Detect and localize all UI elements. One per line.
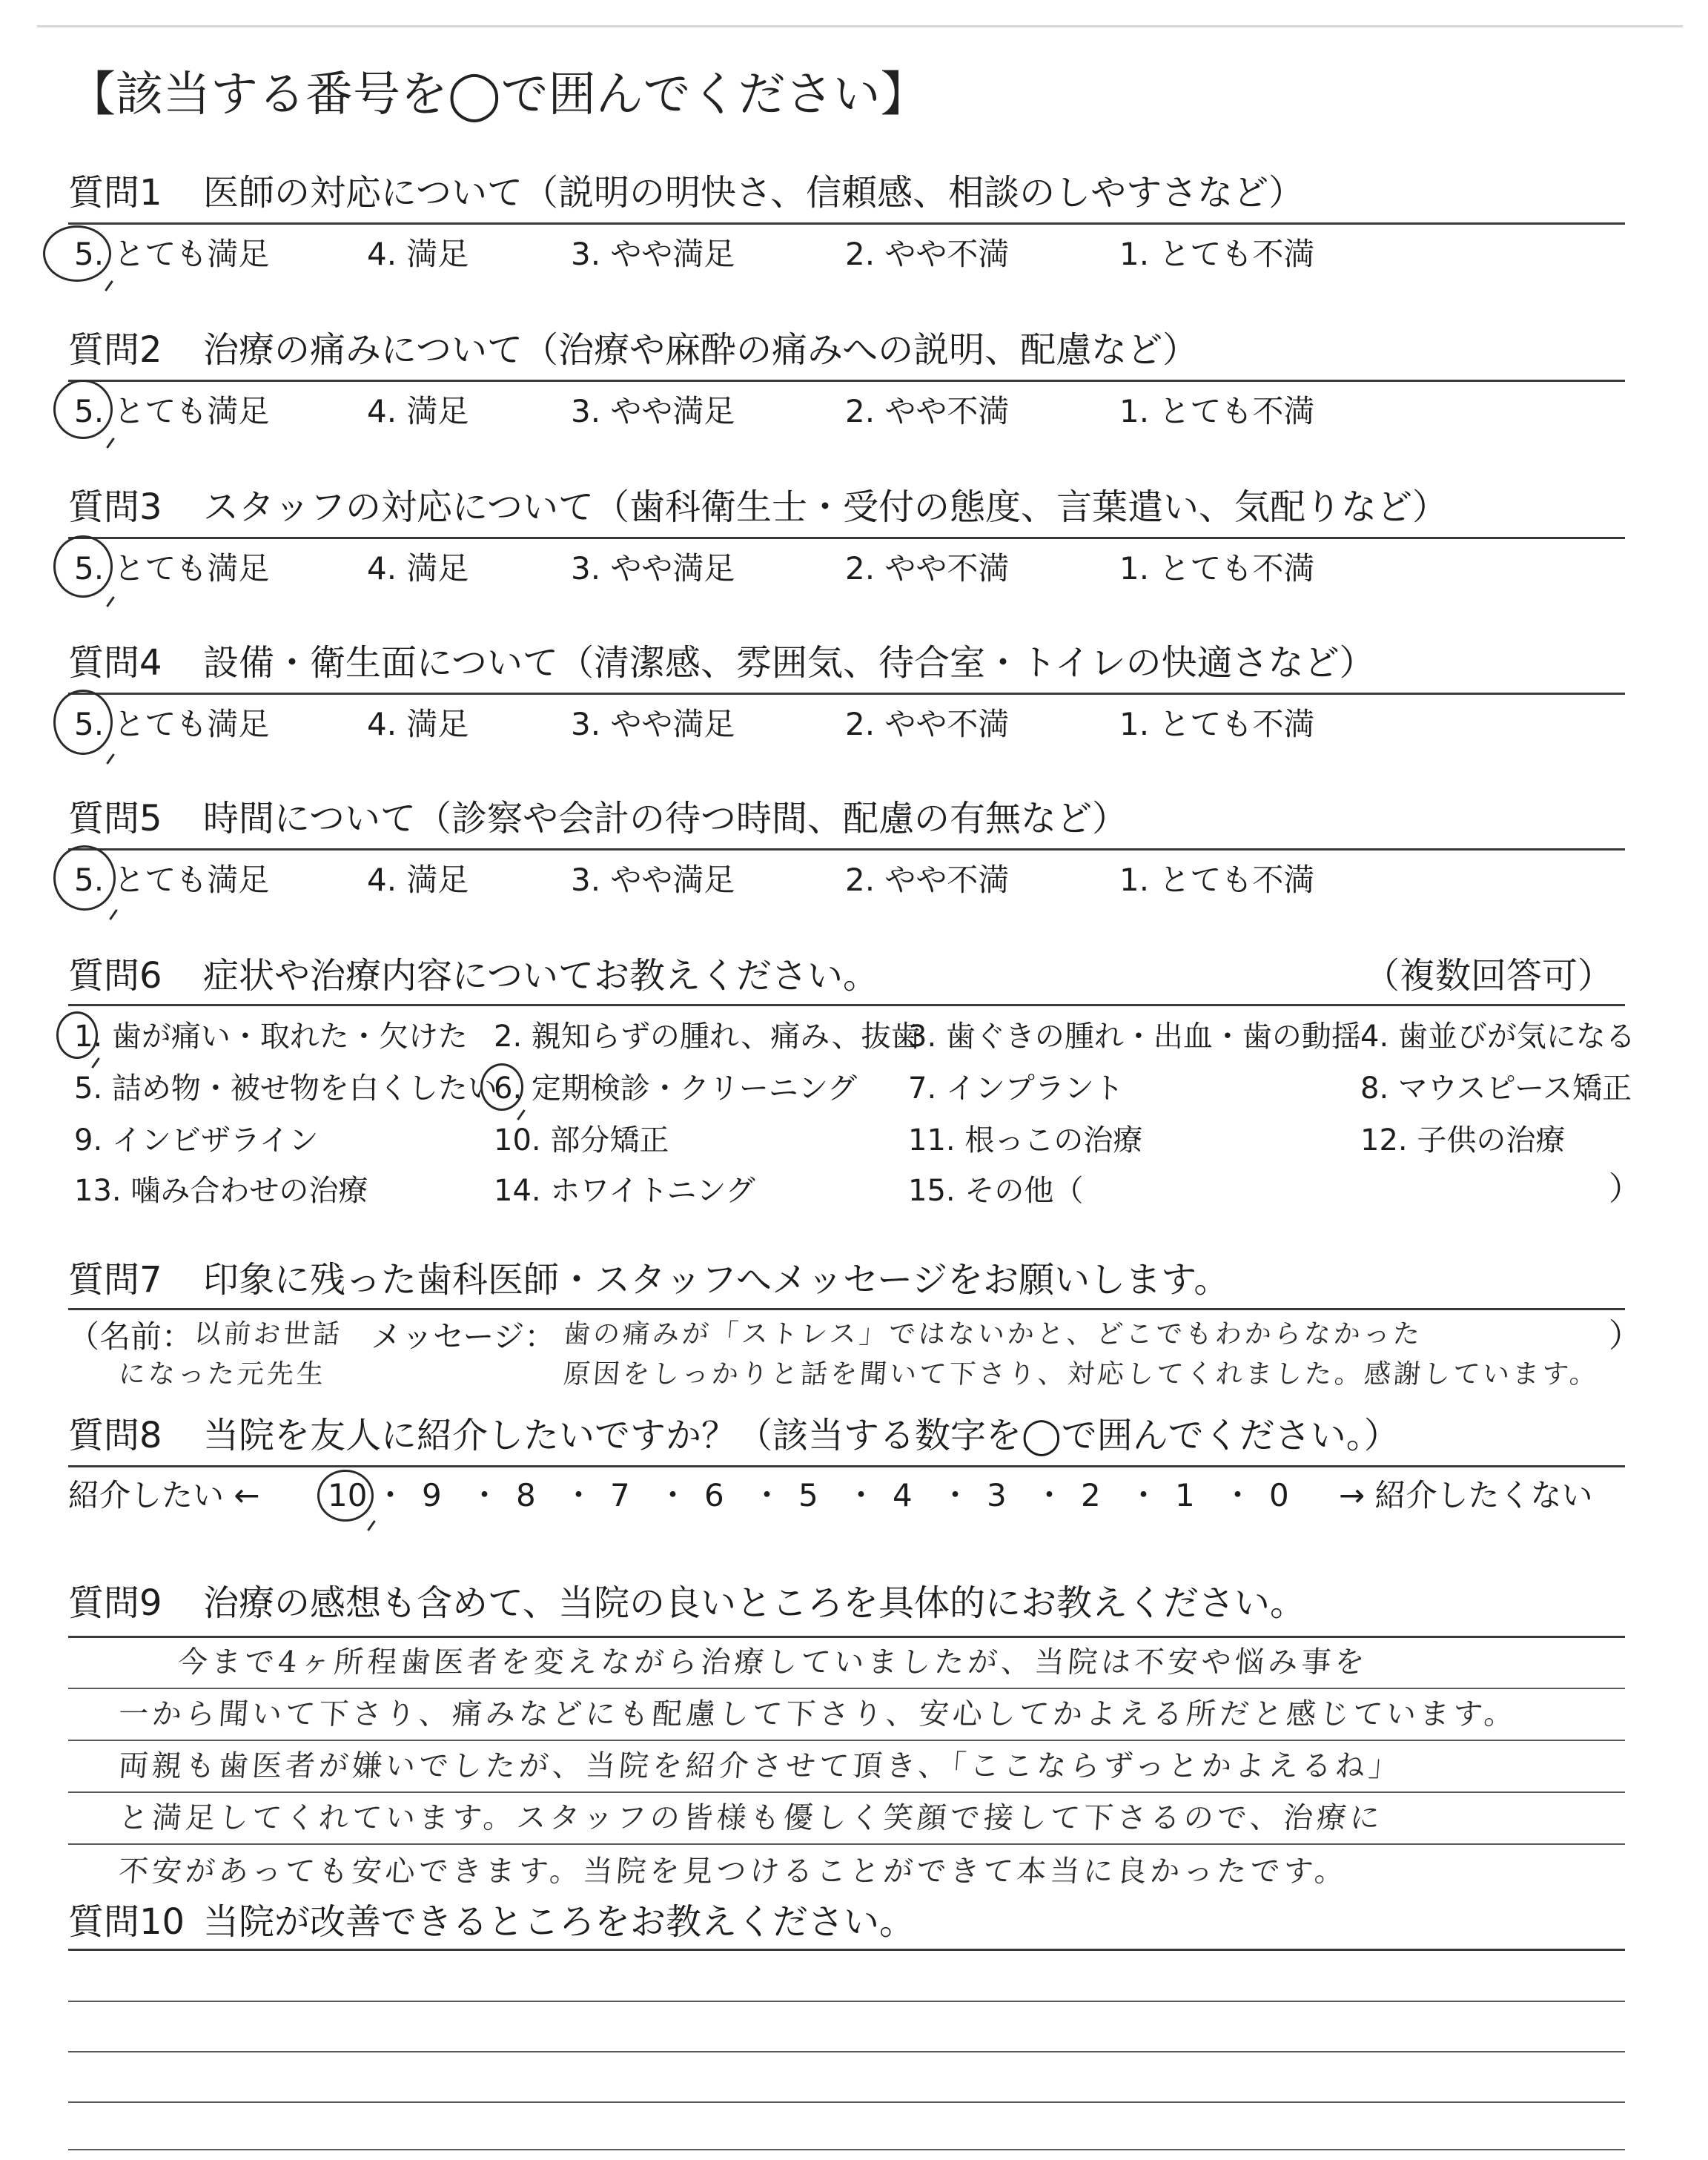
q4-option-3[interactable]: 3. やや満足 xyxy=(571,706,735,742)
q10-answer-rule-3 xyxy=(68,2101,1625,2103)
q5-option-5[interactable]: 5. とても満足 xyxy=(74,862,270,898)
q1-option-4[interactable]: 4. 満足 xyxy=(367,236,469,272)
q4-selection-circle xyxy=(53,690,113,755)
q9-answer-line-2: 一から聞いて下さり、痛みなどにも配慮して下さり、安心してかよえる所だと感じています。 xyxy=(117,1697,1519,1731)
q8-scale-value-8[interactable]: 8 xyxy=(516,1477,536,1513)
q3-option-5[interactable]: 5. とても満足 xyxy=(74,550,270,587)
q8-scale-separator: ・ xyxy=(751,1477,783,1513)
q2-text: 治療の痛みについて（治療や麻酔の痛みへの説明、配慮など） xyxy=(203,329,1199,371)
q10-answer-rule-1 xyxy=(68,2001,1625,2002)
q8-text: 当院を友人に紹介したいですか？（該当する数字を◯で囲んでください。） xyxy=(203,1415,1400,1456)
q1-option-3[interactable]: 3. やや満足 xyxy=(571,236,735,272)
q8-scale-value-7[interactable]: 7 xyxy=(610,1477,630,1513)
q9-answer-line-5: 不安があっても安心できます。当院を見つけることができて本当に良かったです。 xyxy=(117,1855,1349,1889)
q1-selection-circle xyxy=(43,225,111,282)
q4-option-1[interactable]: 1. とても不満 xyxy=(1119,706,1315,742)
q1-option-1[interactable]: 1. とても不満 xyxy=(1119,236,1315,272)
q7-name-value-line1: 以前お世話 xyxy=(193,1319,344,1350)
q9-answer-line-3: 両親も歯医者が嫌いでしたが、当院を紹介させて頂き、「ここならずっとかよえるね」 xyxy=(117,1749,1403,1783)
q1-title xyxy=(68,172,1305,214)
q3-option-4[interactable]: 4. 満足 xyxy=(367,550,469,587)
q3-option-1[interactable]: 1. とても不満 xyxy=(1119,550,1315,587)
q9-answer-line-1: 今まで4ヶ所程歯医者を変えながら治療していましたが、当院は不安や悩み事を xyxy=(176,1645,1370,1680)
q8-scale-separator: ・ xyxy=(657,1477,689,1513)
q8-selection-circle xyxy=(317,1470,374,1522)
q3-title xyxy=(68,486,1449,528)
q2-option-3[interactable]: 3. やや満足 xyxy=(571,393,735,429)
q8-scale-separator: ・ xyxy=(1033,1477,1065,1513)
q2-title xyxy=(68,329,1199,371)
q10-rule xyxy=(68,1949,1625,1951)
q6-other-close-paren: ） xyxy=(1609,1170,1641,1208)
page-title: 【該当する番号を◯で囲んでください】 xyxy=(68,67,928,122)
q6-option-3[interactable]: 3. 歯ぐきの腫れ・出血・歯の動揺 xyxy=(908,1020,1361,1054)
q8-scale-value-2[interactable]: 2 xyxy=(1081,1477,1101,1513)
q7-rule xyxy=(68,1308,1625,1310)
q7-close-paren: ） xyxy=(1609,1317,1641,1355)
q8-title xyxy=(68,1415,1400,1456)
q7-text: 印象に残った歯科医師・スタッフへメッセージをお願いします。 xyxy=(203,1259,1230,1301)
q6-option-13[interactable]: 13. 噛み合わせの治療 xyxy=(74,1174,368,1208)
q8-scale-value-6[interactable]: 6 xyxy=(704,1477,724,1513)
q5-rule xyxy=(68,848,1625,851)
q3-option-3[interactable]: 3. やや満足 xyxy=(571,550,735,587)
q4-rule xyxy=(68,693,1625,695)
q8-scale-separator: ・ xyxy=(939,1477,971,1513)
q8-scale-separator: ・ xyxy=(1128,1477,1159,1513)
q6-number: 質問6 xyxy=(68,955,162,997)
q5-title xyxy=(68,798,1128,839)
q4-option-4[interactable]: 4. 満足 xyxy=(367,706,469,742)
q5-number: 質問5 xyxy=(68,798,162,839)
q3-option-2[interactable]: 2. やや不満 xyxy=(845,550,1010,587)
q6-option-1[interactable]: 1. 歯が痛い・取れた・欠けた xyxy=(74,1020,468,1054)
q6-option-9[interactable]: 9. インビザライン xyxy=(74,1123,319,1157)
q9-answer-rule-2 xyxy=(68,1740,1625,1741)
q9-rule xyxy=(68,1636,1625,1638)
q5-option-3[interactable]: 3. やや満足 xyxy=(571,862,735,898)
q7-message-line2: 原因をしっかりと話を聞いて下さり、対応してくれました。感謝しています。 xyxy=(562,1359,1601,1390)
q6-note: （複数回答可） xyxy=(1364,955,1614,997)
q3-rule xyxy=(68,537,1625,539)
q2-option-1[interactable]: 1. とても不満 xyxy=(1119,393,1315,429)
q10-answer-rule-4 xyxy=(68,2149,1625,2150)
q7-name-value-line2: になった元先生 xyxy=(117,1359,328,1390)
q10-answer-rule-2 xyxy=(68,2051,1625,2052)
q6-option-4[interactable]: 4. 歯並びが気になる xyxy=(1360,1020,1635,1054)
q9-answer-rule-3 xyxy=(68,1791,1625,1793)
q10-number: 質問10 xyxy=(68,1901,185,1943)
q2-option-2[interactable]: 2. やや不満 xyxy=(845,393,1010,429)
q5-option-2[interactable]: 2. やや不満 xyxy=(845,862,1010,898)
q5-option-1[interactable]: 1. とても不満 xyxy=(1119,862,1315,898)
q5-option-4[interactable]: 4. 満足 xyxy=(367,862,469,898)
q4-option-2[interactable]: 2. やや不満 xyxy=(845,706,1010,742)
q8-scale-separator: ・ xyxy=(845,1477,877,1513)
q4-title xyxy=(68,642,1375,684)
q6-text: 症状や治療内容についてお教えください。 xyxy=(203,955,879,997)
q8-scale-separator: ・ xyxy=(563,1477,595,1513)
q6-option-5[interactable]: 5. 詰め物・被せ物を白くしたい xyxy=(74,1071,497,1106)
q8-scale-value-10[interactable]: 10 xyxy=(328,1477,368,1513)
q9-answer-line-4: と満足してくれています。スタッフの皆様も優しく笑顔で接して下さるので、治療に xyxy=(117,1801,1385,1835)
q9-number: 質問9 xyxy=(68,1582,162,1624)
q2-number: 質問2 xyxy=(68,329,162,371)
q1-option-2[interactable]: 2. やや不満 xyxy=(845,236,1010,272)
q6-selection-circle-6 xyxy=(480,1063,523,1111)
q8-scale-value-0[interactable]: 0 xyxy=(1269,1477,1289,1513)
q6-title xyxy=(68,955,879,997)
q8-left-label: 紹介したい ← xyxy=(68,1477,260,1513)
q8-scale-value-1[interactable]: 1 xyxy=(1175,1477,1195,1513)
q8-scale-separator: ・ xyxy=(374,1477,406,1513)
q8-scale-separator: ・ xyxy=(469,1477,500,1513)
q10-text: 当院が改善できるところをお教えください。 xyxy=(203,1901,916,1943)
q8-scale-separator: ・ xyxy=(1222,1477,1254,1513)
q8-right-label: → 紹介したくない xyxy=(1339,1477,1593,1513)
q4-text: 設備・衛生面について（清潔感、雰囲気、待合室・トイレの快適さなど） xyxy=(203,642,1375,684)
q10-title xyxy=(68,1901,916,1943)
q1-option-5[interactable]: 5. とても満足 xyxy=(74,236,270,272)
q3-text: スタッフの対応について（歯科衛生士・受付の態度、言葉遣い、気配りなど） xyxy=(203,486,1449,528)
q9-answer-rule-1 xyxy=(68,1688,1625,1689)
q4-option-5[interactable]: 5. とても満足 xyxy=(74,706,270,742)
q5-text: 時間について（診察や会計の待つ時間、配慮の有無など） xyxy=(203,798,1128,839)
q2-selection-circle xyxy=(53,380,113,439)
q8-rule xyxy=(68,1465,1625,1467)
q7-message-label: メッセージ： xyxy=(371,1318,556,1355)
q6-selection-circle-1 xyxy=(56,1011,98,1059)
q9-answer-rule-4 xyxy=(68,1843,1625,1845)
q4-number: 質問4 xyxy=(68,642,162,684)
q1-rule xyxy=(68,222,1625,225)
q7-message-line1: 歯の痛みが「ストレス」ではないかと、どこでもわからなかった xyxy=(562,1319,1424,1350)
q9-title xyxy=(68,1582,1306,1624)
q8-scale-value-3[interactable]: 3 xyxy=(987,1477,1007,1513)
q8-number: 質問8 xyxy=(68,1415,162,1456)
q8-scale-value-4[interactable]: 4 xyxy=(893,1477,913,1513)
q1-number: 質問1 xyxy=(68,172,162,214)
q6-option-11[interactable]: 11. 根っこの治療 xyxy=(908,1123,1143,1157)
q8-scale-value-9[interactable]: 9 xyxy=(422,1477,442,1513)
q6-option-14[interactable]: 14. ホワイトニング xyxy=(494,1174,755,1208)
q6-option-8[interactable]: 8. マウスピース矯正 xyxy=(1360,1071,1632,1106)
q6-option-7[interactable]: 7. インプラント xyxy=(908,1071,1124,1106)
q6-option-15[interactable]: 15. その他（ xyxy=(908,1174,1084,1208)
q7-title xyxy=(68,1259,1230,1301)
q6-option-6[interactable]: 6. 定期検診・クリーニング xyxy=(494,1071,858,1106)
q9-text: 治療の感想も含めて、当院の良いところを具体的にお教えください。 xyxy=(203,1582,1306,1624)
q6-rule xyxy=(68,1004,1625,1006)
q8-scale-value-5[interactable]: 5 xyxy=(798,1477,818,1513)
q1-text: 医師の対応について（説明の明快さ、信頼感、相談のしやすさなど） xyxy=(203,172,1305,214)
q2-rule xyxy=(68,380,1625,382)
q6-option-10[interactable]: 10. 部分矯正 xyxy=(494,1123,669,1157)
q6-option-2[interactable]: 2. 親知らずの腫れ、痛み、抜歯 xyxy=(494,1020,921,1054)
q7-name-label: （名前： xyxy=(68,1318,193,1355)
scan-top-edge xyxy=(37,25,1683,27)
q3-number: 質問3 xyxy=(68,486,162,528)
q2-option-5[interactable]: 5. とても満足 xyxy=(74,393,270,429)
q3-selection-circle xyxy=(53,535,113,598)
q2-option-4[interactable]: 4. 満足 xyxy=(367,393,469,429)
q5-selection-circle xyxy=(53,845,116,911)
q7-number: 質問7 xyxy=(68,1259,162,1301)
q6-option-12[interactable]: 12. 子供の治療 xyxy=(1360,1123,1566,1157)
